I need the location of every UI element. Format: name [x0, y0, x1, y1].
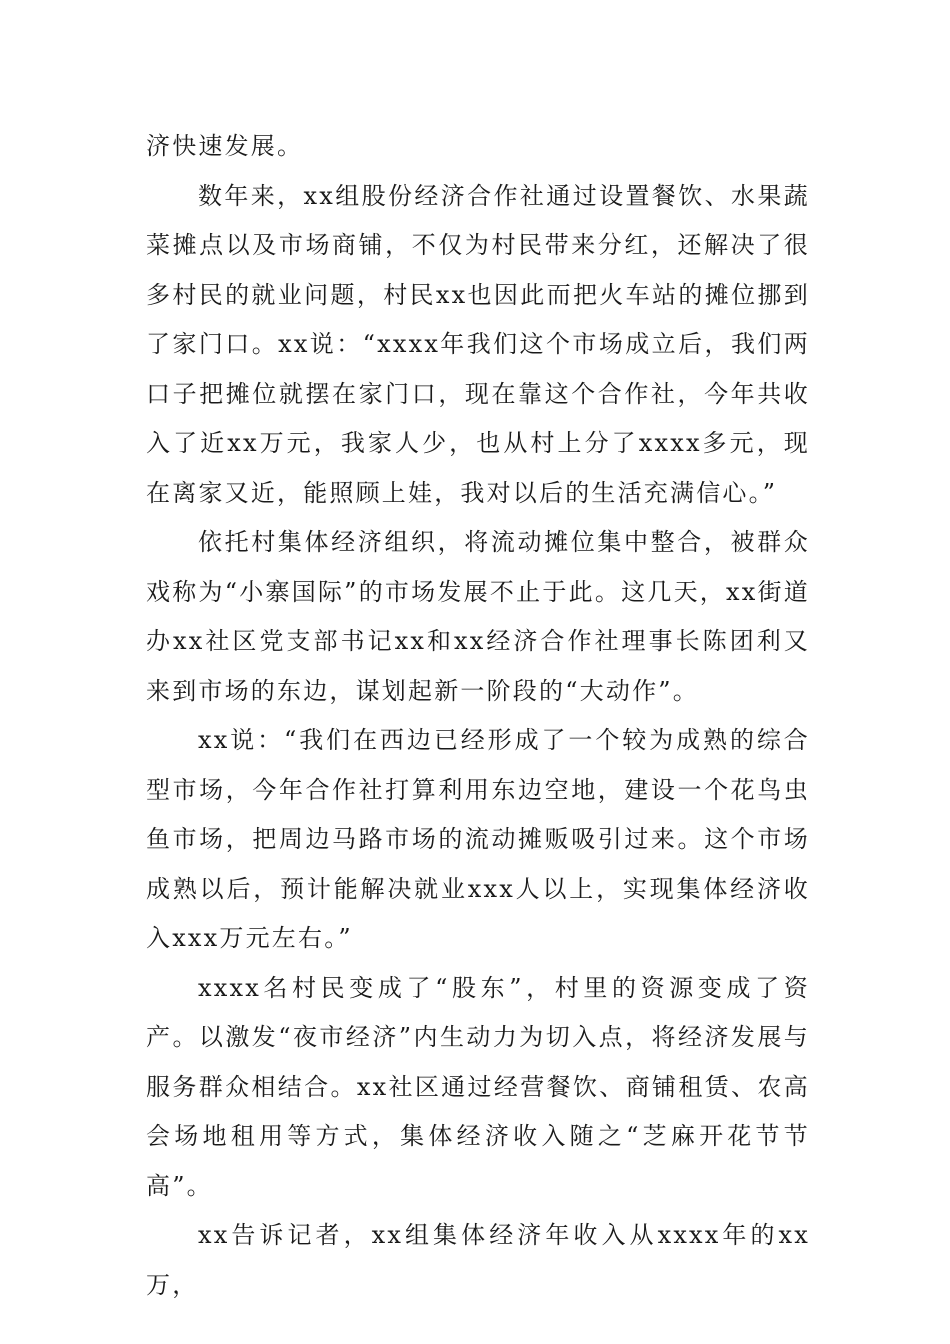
paragraph-3: 依托村集体经济组织，将流动摊位集中整合，被群众戏称为“小寨国际”的市场发展不止于此。这几天，xx街道办xx社区党支部书记xx和xx经济合作社理事长陈团利又来到市场的东边，谋划起新一阶段的“大动作”。 [146, 528, 810, 705]
document-body [146, 122, 810, 1310]
paragraph-5: xxxx名村民变成了“股东”，村里的资源变成了资产。以激发“夜市经济”内生动力为切入点，将经济发展与服务群众相结合。xx社区通过经营餐饮、商铺租赁、农高会场地租用等方式，集体经济收入随之“芝麻开花节节高”。 [146, 973, 810, 1200]
paragraph-4: xx说：“我们在西边已经形成了一个较为成熟的综合型市场，今年合作社打算利用东边空地，建设一个花鸟虫鱼市场，把周边马路市场的流动摊贩吸引过来。这个市场成熟以后，预计能解决就业xxx人以上，实现集体经济收入xxx万元左右。” [146, 726, 810, 952]
paragraph-6: xx告诉记者，xx组集体经济年收入从xxxx年的xx万， [146, 1221, 810, 1299]
paragraph-2: 数年来，xx组股份经济合作社通过设置餐饮、水果蔬菜摊点以及市场商铺，不仅为村民带来分红，还解决了很多村民的就业问题，村民xx也因此而把火车站的摊位挪到了家门口。xx说：“xxxx年我们这个市场成立后，我们两口子把摊位就摆在家门口，现在靠这个合作社，今年共收入了近xx万元，我家人少，也从村上分了xxxx多元，现在离家又近，能照顾上娃，我对以后的生活充满信心。” [146, 181, 810, 507]
paragraph-1: 济快速发展。 [146, 132, 304, 160]
